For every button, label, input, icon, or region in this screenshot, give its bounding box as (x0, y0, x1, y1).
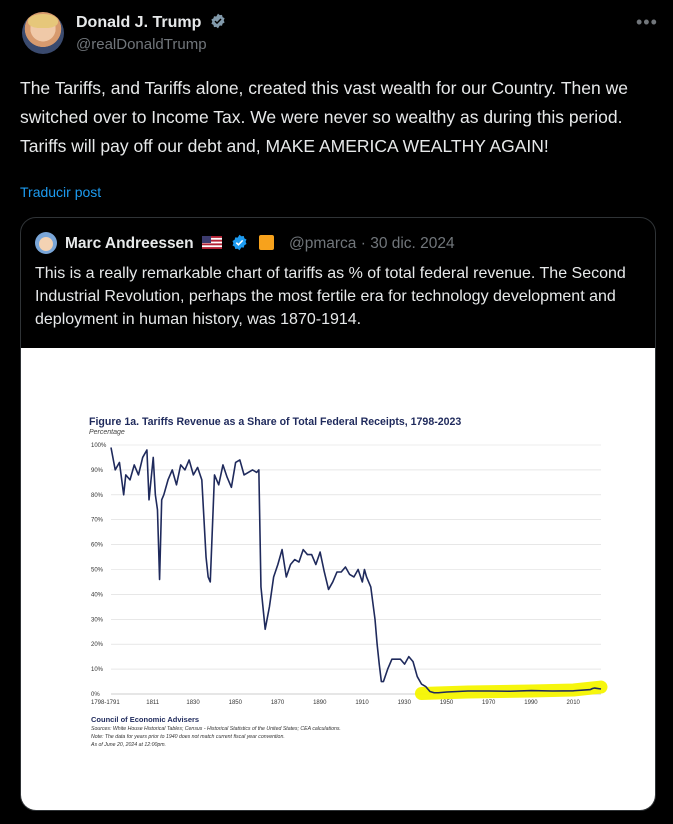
x-tick-label: 1930 (397, 700, 411, 706)
quote-author-name: Marc Andreessen (65, 235, 194, 252)
quoted-post[interactable] (20, 217, 656, 811)
chart-ylabel: Percentage (89, 429, 125, 436)
y-tick-label: 10% (91, 667, 104, 674)
quote-author-row (65, 234, 274, 253)
y-tick-label: 60% (91, 542, 104, 549)
chart-footer-note: Note: The data for years prior to 1940 does not match current fiscal year convention. (91, 734, 285, 740)
quote-text: This is a really remarkable chart of tariffs as % of total federal revenue. The Second Industrial Revolution, perhaps the most fertile era for technology development and deployment in human history, was 1870-1914. (35, 265, 626, 328)
quote-author-avatar (35, 232, 57, 254)
chart-footer-sources: Sources: White House Historical Tables; Census - Historical Statistics of the United States; CEA calculations. (91, 726, 341, 732)
y-tick-label: 90% (91, 467, 104, 474)
verified-badge-icon (231, 234, 248, 251)
author-name-row[interactable] (76, 13, 226, 32)
chart-footer-asof: As of June 20, 2024 at 12:00pm. (91, 742, 166, 748)
x-tick-label: 1950 (439, 700, 454, 706)
x-tick-label: 1870 (270, 700, 285, 706)
author-handle[interactable]: @realDonaldTrump (76, 36, 207, 53)
translate-post-link[interactable]: Traducir post (20, 184, 102, 200)
x-tick-label: 1850 (228, 700, 242, 706)
chart-title: Figure 1a. Tariffs Revenue as a Share of Total Federal Receipts, 1798-2023 (89, 416, 462, 428)
affiliation-logo-icon (259, 235, 274, 250)
y-tick-label: 70% (91, 517, 104, 524)
x-tick-label: 1811 (146, 700, 160, 706)
y-tick-label: 80% (91, 492, 104, 499)
y-tick-label: 40% (91, 592, 104, 599)
post-text: The Tariffs, and Tariffs alone, created this vast wealth for our Country. Then we switched over to Income Tax. We were never so wealthy as during this period. Tariffs will pay off our debt and, MAKE AMERICA WEALTHY AGAIN! (20, 78, 628, 156)
x-tick-label: 1910 (355, 700, 369, 706)
more-options-icon[interactable]: ••• (636, 12, 658, 32)
x-tick-label: 2010 (566, 700, 580, 706)
y-tick-label: 0% (91, 692, 100, 698)
us-flag-icon (202, 236, 222, 249)
x-tick-label: 1970 (482, 700, 496, 706)
quote-handle-date: @pmarca · 30 dic. 2024 (289, 235, 455, 252)
series-line (111, 447, 601, 692)
chart-image[interactable] (21, 348, 655, 811)
y-tick-label: 50% (91, 567, 104, 574)
x-tick-label: 1990 (524, 700, 538, 706)
author-avatar[interactable] (22, 12, 64, 54)
x-tick-label: 1798-1791 (91, 700, 120, 706)
author-name[interactable]: Donald J. Trump (76, 14, 202, 31)
verified-badge-icon (210, 13, 226, 29)
y-tick-label: 20% (91, 642, 104, 649)
x-tick-label: 1890 (313, 700, 327, 706)
y-tick-label: 30% (91, 617, 104, 624)
x-tick-label: 1830 (186, 700, 200, 706)
chart-footer-org: Council of Economic Advisers (91, 715, 200, 724)
y-tick-label: 100% (91, 443, 107, 449)
